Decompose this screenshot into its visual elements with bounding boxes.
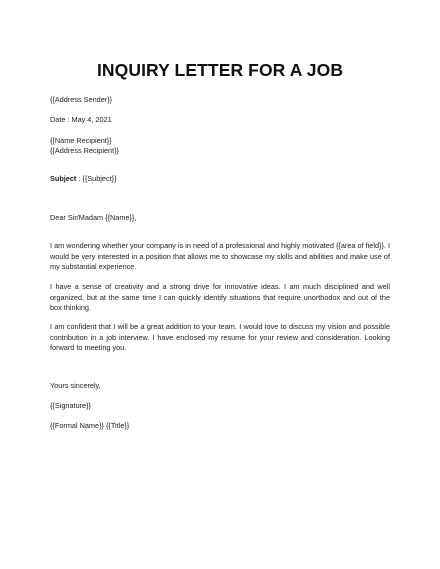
subject-label: Subject — [50, 174, 77, 183]
paragraph-3: I am confident that I will be a great addition to your team. I would love to discuss my vision and possible contribution in a job interview. I have enclosed my resume for your review and consideration. Looking forward to meeting you. — [50, 322, 390, 353]
salutation: Dear Sir/Madam {{Name}}, — [50, 213, 137, 222]
formal-name-title: {{Formal Name}} {{Title}} — [50, 421, 130, 430]
signature: {{Signature}} — [50, 401, 91, 410]
closing: Yours sincerely, — [50, 381, 101, 390]
subject-line — [50, 174, 117, 184]
subject-value: : {{Subject}} — [76, 174, 117, 183]
paragraph-2: I have a sense of creativity and a strong drive for innovative ideas. I am much disciplined and well organized, but at the same time I can quickly identify situations that require unorthodox and out of the box thinking. — [50, 282, 390, 313]
date-line: Date : May 4, 2021 — [50, 115, 112, 124]
recipient-address: {{Address Recipient}} — [50, 146, 119, 155]
page-title: INQUIRY LETTER FOR A JOB — [96, 60, 344, 80]
paragraph-1: I am wondering whether your company is in need of a professional and highly motivated {{area of field}}. I would be very interested in a position that allows me to showcase my skills and abilities and make use of my substantial experience. — [50, 241, 390, 272]
sender-address: {{Address Sender}} — [50, 95, 113, 104]
recipient-name: {{Name Recipient}} — [50, 136, 112, 145]
